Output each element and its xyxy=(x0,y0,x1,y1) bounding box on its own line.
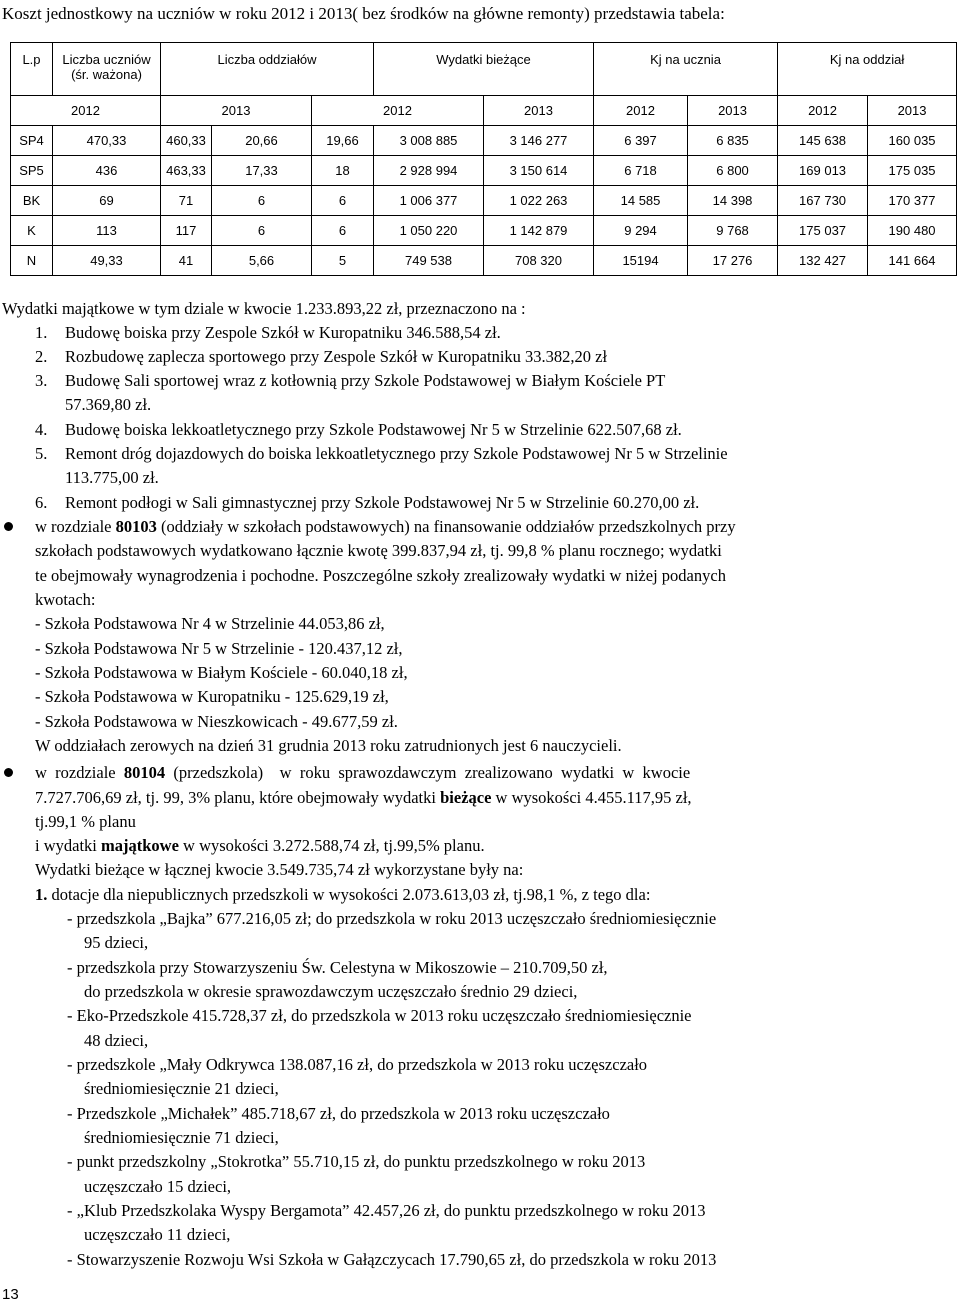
year-cell: 2013 xyxy=(868,96,957,126)
table-cell: 69 xyxy=(53,186,161,216)
paragraph-line: te obejmowały wynagrodzenia i pochodne. Poszczególne szkoły zrealizowały wydatki w niżej podanych xyxy=(35,566,726,585)
table-cell: 169 013 xyxy=(778,156,868,186)
list-item-cont: do przedszkola w okresie sprawozdawczym uczęszczało średnio 29 dzieci, xyxy=(84,982,578,1001)
year-cell: 2012 xyxy=(778,96,868,126)
paragraph-line: w rozdziale 80103 (oddziały w szkołach podstawowych) na finansowanie oddziałów przedszkolnych przy xyxy=(35,517,736,536)
list-item: - Eko-Przedszkole 415.728,37 zł, do przedszkola w 2013 roku uczęszczało średniomiesięcznie xyxy=(67,1006,692,1025)
school-item: - Szkoła Podstawowa Nr 5 w Strzelinie - 120.437,12 zł, xyxy=(35,639,403,658)
paragraph-line: Wydatki bieżące w łącznej kwocie 3.549.735,74 zł wykorzystane były na: xyxy=(35,860,524,879)
table-cell: 14 585 xyxy=(594,186,688,216)
header-oddzialy: Liczba oddziałów xyxy=(161,43,374,96)
year-cell: 2013 xyxy=(161,96,312,126)
list-item: - punkt przedszkolny „Stokrotka” 55.710,15 zł, do punktu przedszkolnego w roku 2013 xyxy=(67,1152,646,1171)
table-cell: 15194 xyxy=(594,246,688,276)
table-cell: 6 xyxy=(312,216,374,246)
list-item: - przedszkola przy Stowarzyszeniu Św. Celestyna w Mikoszowie – 210.709,50 zł, xyxy=(67,958,608,977)
table-cell: 6 xyxy=(212,216,312,246)
year-cell: 2012 xyxy=(594,96,688,126)
table-cell: 1 006 377 xyxy=(374,186,484,216)
bullet-icon xyxy=(4,522,13,531)
list-item-cont: średniomiesięcznie 21 dzieci, xyxy=(84,1079,279,1098)
school-item: - Szkoła Podstawowa w Kuropatniku - 125.629,19 zł, xyxy=(35,687,389,706)
table-cell: 1 142 879 xyxy=(484,216,594,246)
table-row xyxy=(11,216,957,246)
table-header-row xyxy=(11,43,957,96)
list-item: - przedszkola „Bajka” 677.216,05 zł; do przedszkola w roku 2013 uczęszczało średniomiesięcznie xyxy=(67,909,717,928)
list-number: 4. xyxy=(35,420,48,439)
table-cell: 6 718 xyxy=(594,156,688,186)
table-cell: 6 xyxy=(312,186,374,216)
table-cell: SP4 xyxy=(11,126,53,156)
table-cell: N xyxy=(11,246,53,276)
list-item: - przedszkole „Mały Odkrywca 138.087,16 zł, do przedszkola w 2013 roku uczęszczało xyxy=(67,1055,648,1074)
table-cell: 190 480 xyxy=(868,216,957,246)
table-row xyxy=(11,246,957,276)
list-item: Remont podłogi w Sali gimnastycznej przy Szkole Podstawowej Nr 5 w Strzelinie 60.270,00 zł. xyxy=(65,493,700,512)
table-cell: 5 xyxy=(312,246,374,276)
list-number: 5. xyxy=(35,444,48,463)
table-row xyxy=(11,126,957,156)
table-cell: 6 397 xyxy=(594,126,688,156)
table-cell: 3 146 277 xyxy=(484,126,594,156)
table-cell: 132 427 xyxy=(778,246,868,276)
school-item: - Szkoła Podstawowa Nr 4 w Strzelinie 44.053,86 zł, xyxy=(35,614,385,633)
majatkowe-lead: Wydatki majątkowe w tym dziale w kwocie 1.233.893,22 zł, przeznaczono na : xyxy=(2,299,526,318)
table-cell: SP5 xyxy=(11,156,53,186)
table-cell: 5,66 xyxy=(212,246,312,276)
table-cell: 17,33 xyxy=(212,156,312,186)
table-cell: 20,66 xyxy=(212,126,312,156)
table-cell: 6 800 xyxy=(688,156,778,186)
list-item: - Stowarzyszenie Rozwoju Wsi Szkoła w Gałązczycach 17.790,65 zł, do przedszkola w roku 2013 xyxy=(67,1250,717,1269)
table-cell: 3 008 885 xyxy=(374,126,484,156)
table-cell: 113 xyxy=(53,216,161,246)
table-cell: 17 276 xyxy=(688,246,778,276)
table-cell: 19,66 xyxy=(312,126,374,156)
table-cell: 1 050 220 xyxy=(374,216,484,246)
table-cell: 6 835 xyxy=(688,126,778,156)
list-number: 3. xyxy=(35,371,48,390)
school-item: - Szkoła Podstawowa w Nieszkowicach - 49.677,59 zł. xyxy=(35,712,398,731)
year-cell: 2012 xyxy=(11,96,161,126)
table-cell: 2 928 994 xyxy=(374,156,484,186)
table-cell: 463,33 xyxy=(161,156,212,186)
table-cell: 170 377 xyxy=(868,186,957,216)
table-cell: 18 xyxy=(312,156,374,186)
school-item: - Szkoła Podstawowa w Białym Kościele - 60.040,18 zł, xyxy=(35,663,408,682)
list-item: - Przedszkole „Michałek” 485.718,67 zł, do przedszkola w 2013 roku uczęszczało xyxy=(67,1104,610,1123)
table-cell: 145 638 xyxy=(778,126,868,156)
table-cell: 175 037 xyxy=(778,216,868,246)
list-item-cont: 48 dzieci, xyxy=(84,1031,149,1050)
list-item-cont: średniomiesięcznie 71 dzieci, xyxy=(84,1128,279,1147)
year-cell: 2012 xyxy=(312,96,484,126)
list-item-cont: 95 dzieci, xyxy=(84,933,149,952)
list-item-cont: 113.775,00 zł. xyxy=(65,468,159,487)
table-cell: 460,33 xyxy=(161,126,212,156)
table-cell: 749 538 xyxy=(374,246,484,276)
table-cell: 49,33 xyxy=(53,246,161,276)
table-cell: BK xyxy=(11,186,53,216)
year-cell: 2013 xyxy=(688,96,778,126)
list-item: - „Klub Przedszkolaka Wyspy Bergamota” 42.457,26 zł, do punktu przedszkolnego w roku 2013 xyxy=(67,1201,706,1220)
table-cell: 1 022 263 xyxy=(484,186,594,216)
list-item-cont: uczęszczało 11 dzieci, xyxy=(84,1225,231,1244)
header-uczniowie: Liczba uczniów (śr. ważona) xyxy=(53,43,161,96)
list-number: 6. xyxy=(35,493,48,512)
list-item: Rozbudowę zaplecza sportowego przy Zespole Szkół w Kuropatniku 33.382,20 zł xyxy=(65,347,608,366)
list-item: Remont dróg dojazdowych do boiska lekkoatletycznego przy Szkole Podstawowej Nr 5 w Strzelinie xyxy=(65,444,728,463)
header-kj-uczen: Kj na ucznia xyxy=(594,43,778,96)
paragraph-line: i wydatki majątkowe w wysokości 3.272.588,74 zł, tj.99,5% planu. xyxy=(35,836,485,855)
table-cell: 175 035 xyxy=(868,156,957,186)
table-cell: 436 xyxy=(53,156,161,186)
paragraph-line: w rozdziale 80104 (przedszkola) w roku sprawozdawczym zrealizowano wydatki w kwocie xyxy=(35,763,691,782)
list-item: Budowę Sali sportowej wraz z kotłownią przy Szkole Podstawowej w Białym Kościele PT xyxy=(65,371,666,390)
table-cell: 3 150 614 xyxy=(484,156,594,186)
list-item-cont: uczęszczało 15 dzieci, xyxy=(84,1177,232,1196)
table-cell: 160 035 xyxy=(868,126,957,156)
list-number: 1. xyxy=(35,323,48,342)
table-cell: 41 xyxy=(161,246,212,276)
table-cell: 71 xyxy=(161,186,212,216)
table-cell: 470,33 xyxy=(53,126,161,156)
year-cell: 2013 xyxy=(484,96,594,126)
table-row xyxy=(11,186,957,216)
paragraph-line: 1. dotacje dla niepublicznych przedszkoli w wysokości 2.073.613,03 zł, tj.98,1 %, z tego dla: xyxy=(35,885,651,904)
unit-cost-table xyxy=(10,42,957,276)
table-cell: 9 768 xyxy=(688,216,778,246)
paragraph-line: tj.99,1 % planu xyxy=(35,812,136,831)
table-cell: 141 664 xyxy=(868,246,957,276)
table-cell: 14 398 xyxy=(688,186,778,216)
paragraph-line: szkołach podstawowych wydatkowano łącznie kwotę 399.837,94 zł, tj. 99,8 % planu rocznego; wydatki xyxy=(35,541,722,560)
table-cell: 167 730 xyxy=(778,186,868,216)
list-item-cont: 57.369,80 zł. xyxy=(65,395,152,414)
table-cell: 6 xyxy=(212,186,312,216)
table-cell: 117 xyxy=(161,216,212,246)
header-kj-oddzial: Kj na oddział xyxy=(778,43,957,96)
intro-text: Koszt jednostkowy na uczniów w roku 2012 i 2013( bez środków na główne remonty) przedstawia tabela: xyxy=(2,4,725,23)
paragraph-line: 7.727.706,69 zł, tj. 99, 3% planu, które obejmowały wydatki bieżące w wysokości 4.455.117,95 zł, xyxy=(35,788,692,807)
table-cell: 9 294 xyxy=(594,216,688,246)
bullet-icon xyxy=(4,768,13,777)
table-cell: 708 320 xyxy=(484,246,594,276)
header-wydatki: Wydatki bieżące xyxy=(374,43,594,96)
page-number: 13 xyxy=(2,1286,19,1303)
list-item: Budowę boiska lekkoatletycznego przy Szkole Podstawowej Nr 5 w Strzelinie 622.507,68 zł. xyxy=(65,420,682,439)
list-number: 2. xyxy=(35,347,48,366)
paragraph-line: kwotach: xyxy=(35,590,96,609)
header-lp: L.p xyxy=(11,43,53,96)
table-years-row xyxy=(11,96,957,126)
paragraph-line: W oddziałach zerowych na dzień 31 grudnia 2013 roku zatrudnionych jest 6 nauczycieli. xyxy=(35,736,622,755)
table-cell: K xyxy=(11,216,53,246)
list-item: Budowę boiska przy Zespole Szkół w Kuropatniku 346.588,54 zł. xyxy=(65,323,501,342)
table-row xyxy=(11,156,957,186)
